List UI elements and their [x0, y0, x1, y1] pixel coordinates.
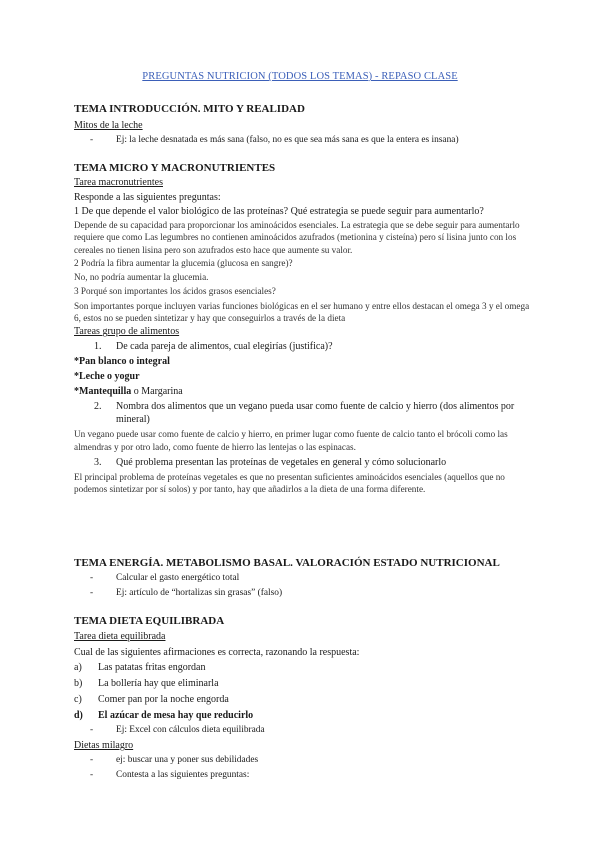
section-diet — [74, 614, 536, 782]
answer: El principal problema de proteínas vegetales es que no presentan suficientes aminoácidos esenciales (aquellos que no podemos sintetizar por sí solos) y por tanto, hay que añadirlos a la dieta de una forma diferente. — [74, 471, 505, 495]
bullet-item: - Ej: Excel con cálculos dieta equilibrada — [90, 725, 265, 735]
page-title: PREGUNTAS NUTRICION (TODOS LOS TEMAS) - REPASO CLASE — [142, 71, 458, 82]
question: 3 Porqué son importantes los ácidos grasos esenciales? — [74, 286, 276, 297]
option-item: b) La bollería hay que eliminarla — [74, 678, 219, 689]
bullet-item: - Ej: artículo de “hortalizas sin grasas” (falso) — [90, 588, 283, 598]
paragraph: Responde a las siguientes preguntas: — [74, 192, 221, 203]
section-intro — [74, 102, 536, 147]
question: 2 Podría la fibra aumentar la glucemia (glucosa en sangre)? — [74, 257, 293, 268]
bullet-marker: - — [90, 135, 94, 145]
section-heading: TEMA DIETA EQUILIBRADA — [74, 615, 225, 627]
question: 1 De que depende el valor biológico de las proteínas? Qué estrategia se puede seguir para aumentarlo? — [74, 206, 484, 217]
food-pair: *Leche o yogur — [74, 371, 140, 383]
section-heading: TEMA MICRO Y MACRONUTRIENTES — [74, 162, 276, 174]
food-pair: *Pan blanco o integral — [74, 356, 170, 368]
section-heading: TEMA INTRODUCCIÓN. MITO Y REALIDAD — [74, 103, 305, 115]
answer: Son importantes porque incluyen varias funciones biológicas en el ser humano y entre ellos destacan el omega 3 y el omega 6, estos no se pueden sintetizar y hay que conseguirlos a través de la dieta — [74, 300, 530, 324]
subheading: Tarea dieta equilibrada — [74, 631, 166, 642]
subheading: Tarea macronutrientes — [74, 177, 163, 188]
bullet-item: - Contesta a las siguientes preguntas: — [90, 770, 250, 780]
subheading: Tareas grupo de alimentos — [74, 326, 180, 338]
subheading: Dietas milagro — [74, 740, 134, 751]
section-macronutrients — [74, 161, 536, 496]
option-item-correct: d) El azúcar de mesa hay que reducirlo — [74, 710, 254, 721]
paragraph: Cual de las siguientes afirmaciones es correcta, razonando la respuesta: — [74, 647, 360, 658]
answer: Un vegano puede usar como fuente de calcio y hierro, en primer lugar como fuente de calcio tanto el brócoli como las almendras y por otro lado, como fuente de hierro las lentejas o las espinacas. — [74, 429, 508, 452]
section-energy — [74, 556, 536, 600]
bullet-item: - ej: buscar una y poner sus debilidades — [90, 755, 259, 765]
option-item: c) Comer pan por la noche engorda — [74, 694, 229, 705]
numbered-item: 1. De cada pareja de alimentos, cual elegirías (justifica)? — [94, 341, 333, 353]
section-heading: TEMA ENERGÍA. METABOLISMO BASAL. VALORACIÓN ESTADO NUTRICIONAL — [74, 557, 500, 569]
subheading: Mitos de la leche — [74, 120, 143, 131]
bullet-item: - Calcular el gasto energético total — [90, 573, 240, 583]
answer: Depende de su capacidad para proporcionar los aminoácidos esenciales. La estrategia que se debe seguir para aumentarlo requiere que como Las legumbres no contienen aminoácidos azufrados (metionina y cisteína) pero sí lisina junto con los cereales no tienen lisina pero son azufrados esto hace que aumente su valor. — [74, 220, 520, 255]
numbered-item: 2. Nombra dos alimentos que un vegano pueda usar como fuente de calcio y hierro (dos alimentos por mineral) — [94, 401, 515, 426]
answer: No, no podría aumentar la glucemia. — [74, 272, 209, 283]
bullet-item: - Ej: la leche desnatada es más sana (falso, no es que sea más sana es que la entera es insana) — [90, 135, 459, 145]
numbered-item: 3. Qué problema presentan las proteínas de vegetales en general y cómo solucionarlo — [94, 456, 447, 468]
food-pair: *Mantequilla o Margarina — [74, 386, 183, 398]
option-item: a) Las patatas fritas engordan — [74, 662, 206, 673]
